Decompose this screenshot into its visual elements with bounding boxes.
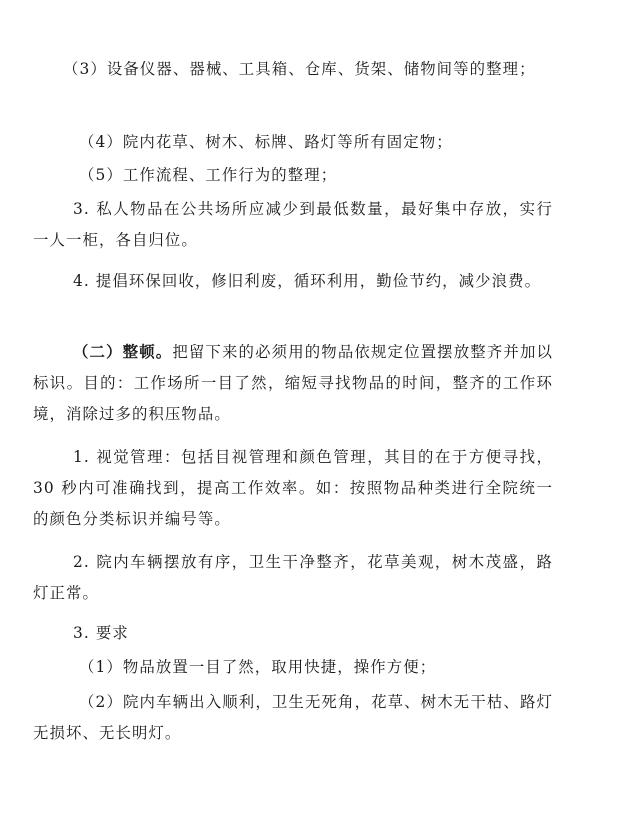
paragraph-text: （3）设备仪器、器械、工具箱、仓库、货架、储物间等的整理； <box>63 60 536 78</box>
paragraph-text: 1. 视觉管理：包括目视管理和颜色管理，其目的在于方便寻找，30 秒内可准确找到，提高工作效率。如：按照物品种类进行全院统一的颜色分类标识并编号等。 <box>33 448 553 528</box>
section-heading-straighten <box>33 337 553 430</box>
paragraph-sort-fixtures <box>33 127 553 158</box>
paragraph-visual-management <box>33 442 553 535</box>
paragraph-requirement-2 <box>33 687 553 749</box>
paragraph-sort-equipment <box>33 54 553 85</box>
paragraph-text: （4）院内花草、树木、标牌、路灯等所有固定物； <box>79 133 453 151</box>
paragraph-recycling <box>33 266 553 297</box>
paragraph-text: 3. 私人物品在公共场所应减少到最低数量，最好集中存放，实行一人一柜，各自归位。 <box>33 200 553 249</box>
paragraph-text: （5）工作流程、工作行为的整理； <box>79 166 338 184</box>
paragraph-text: 3. 要求 <box>73 624 129 642</box>
paragraph-requirement-1 <box>33 652 553 683</box>
paragraph-text: 2. 院内车辆摆放有序，卫生干净整齐，花草美观，树木茂盛，路灯正常。 <box>33 553 553 602</box>
paragraph-text: 把留下来的必须用的物品依规定位置摆放整齐并加以标识。目的：工作场所一目了然，缩短寻找物品的时间，整齐的工作环境，消除过多的积压物品。 <box>33 343 553 423</box>
paragraph-requirements-title <box>33 618 553 649</box>
paragraph-text: （2）院内车辆出入顺利，卫生无死角，花草、树木无干枯、路灯无损坏、无长明灯。 <box>33 693 553 742</box>
paragraph-text: 4. 提倡环保回收，修旧利废，循环利用，勤俭节约，减少浪费。 <box>73 272 542 290</box>
paragraph-vehicles <box>33 547 553 609</box>
paragraph-text: （1）物品放置一目了然，取用快捷，操作方便； <box>79 658 437 676</box>
section-lead: （二）整顿。 <box>73 343 173 361</box>
paragraph-personal-items <box>33 194 553 256</box>
paragraph-sort-workflow <box>33 160 553 191</box>
